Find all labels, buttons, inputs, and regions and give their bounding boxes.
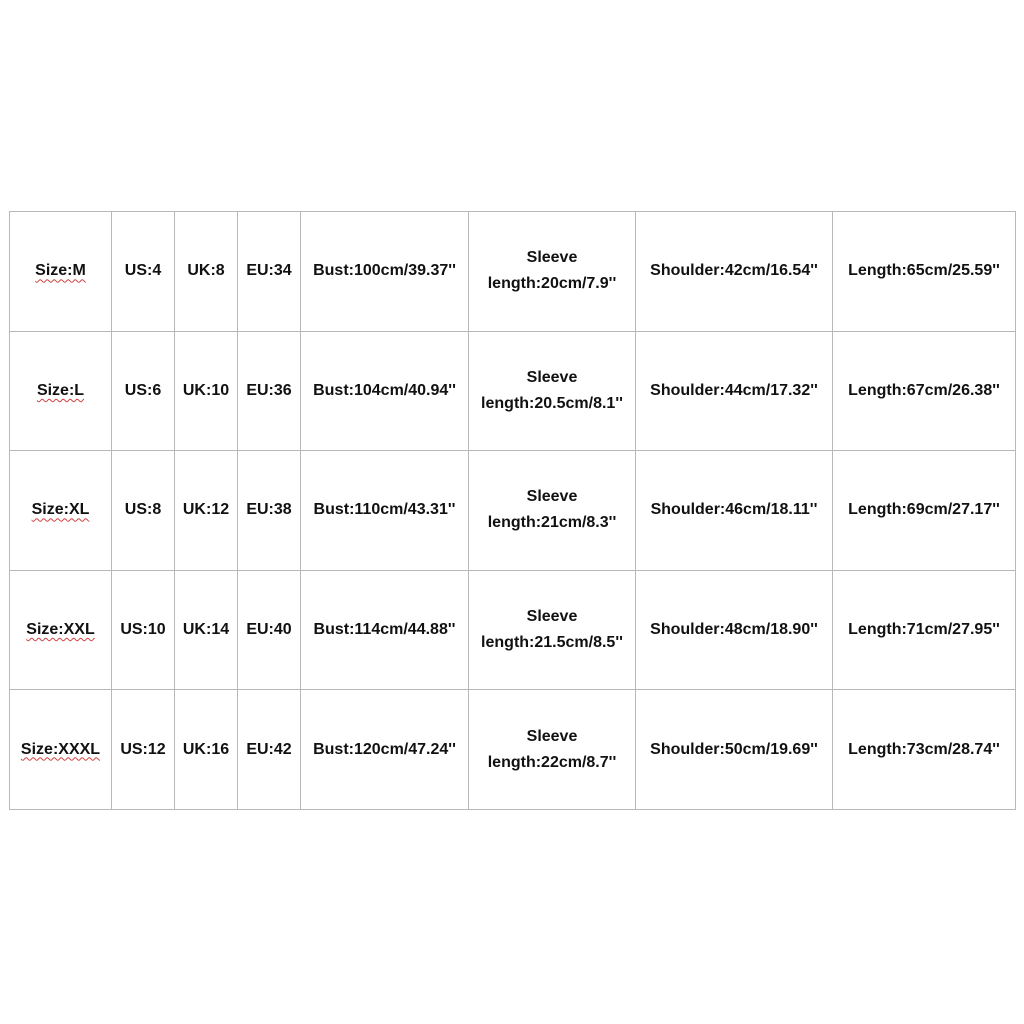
sleeve-length-value: length:20.5cm/8.1'' [481, 394, 623, 412]
length-cell: Length:67cm/26.38'' [833, 331, 1016, 451]
eu-size-cell: EU:40 [238, 570, 301, 690]
uk-size-cell: UK:10 [175, 331, 238, 451]
size-chart-table [9, 211, 1016, 810]
bust-cell: Bust:114cm/44.88'' [301, 570, 469, 690]
size-cell [10, 212, 112, 332]
sleeve-length-value: length:20cm/7.9'' [487, 275, 617, 293]
size-label: Size:XXXL [20, 740, 101, 758]
table-row [10, 570, 1016, 690]
eu-size-cell: EU:36 [238, 331, 301, 451]
table-row [10, 451, 1016, 571]
eu-size-cell: EU:38 [238, 451, 301, 571]
size-cell [10, 331, 112, 451]
table-row [10, 331, 1016, 451]
size-label: Size:XXL [26, 621, 95, 639]
sleeve-length-value: length:22cm/8.7'' [487, 753, 617, 771]
table-row [10, 212, 1016, 332]
length-cell: Length:65cm/25.59'' [833, 212, 1016, 332]
us-size-cell: US:8 [112, 451, 175, 571]
sleeve-length-value: length:21cm/8.3'' [487, 514, 617, 532]
sleeve-cell [469, 451, 636, 571]
sleeve-label: Sleeve [526, 488, 578, 506]
shoulder-cell: Shoulder:46cm/18.11'' [636, 451, 833, 571]
us-size-cell: US:12 [112, 690, 175, 810]
sleeve-cell [469, 212, 636, 332]
sleeve-label: Sleeve [526, 249, 578, 267]
sleeve-label: Sleeve [526, 608, 578, 626]
eu-size-cell: EU:34 [238, 212, 301, 332]
eu-size-cell: EU:42 [238, 690, 301, 810]
sleeve-label: Sleeve [526, 727, 578, 745]
uk-size-cell: UK:12 [175, 451, 238, 571]
size-label: Size:L [36, 381, 85, 399]
bust-cell: Bust:110cm/43.31'' [301, 451, 469, 571]
sleeve-cell [469, 570, 636, 690]
shoulder-cell: Shoulder:44cm/17.32'' [636, 331, 833, 451]
size-label: Size:XL [31, 501, 90, 519]
uk-size-cell: UK:8 [175, 212, 238, 332]
uk-size-cell: UK:16 [175, 690, 238, 810]
shoulder-cell: Shoulder:50cm/19.69'' [636, 690, 833, 810]
size-label: Size:M [35, 262, 86, 280]
sleeve-cell [469, 690, 636, 810]
sleeve-cell [469, 331, 636, 451]
table-row [10, 690, 1016, 810]
shoulder-cell: Shoulder:42cm/16.54'' [636, 212, 833, 332]
sleeve-label: Sleeve [526, 368, 578, 386]
size-cell [10, 451, 112, 571]
size-cell [10, 570, 112, 690]
length-cell: Length:69cm/27.17'' [833, 451, 1016, 571]
us-size-cell: US:10 [112, 570, 175, 690]
length-cell: Length:73cm/28.74'' [833, 690, 1016, 810]
bust-cell: Bust:120cm/47.24'' [301, 690, 469, 810]
size-cell [10, 690, 112, 810]
us-size-cell: US:6 [112, 331, 175, 451]
us-size-cell: US:4 [112, 212, 175, 332]
sleeve-length-value: length:21.5cm/8.5'' [481, 634, 623, 652]
bust-cell: Bust:104cm/40.94'' [301, 331, 469, 451]
shoulder-cell: Shoulder:48cm/18.90'' [636, 570, 833, 690]
uk-size-cell: UK:14 [175, 570, 238, 690]
bust-cell: Bust:100cm/39.37'' [301, 212, 469, 332]
length-cell: Length:71cm/27.95'' [833, 570, 1016, 690]
